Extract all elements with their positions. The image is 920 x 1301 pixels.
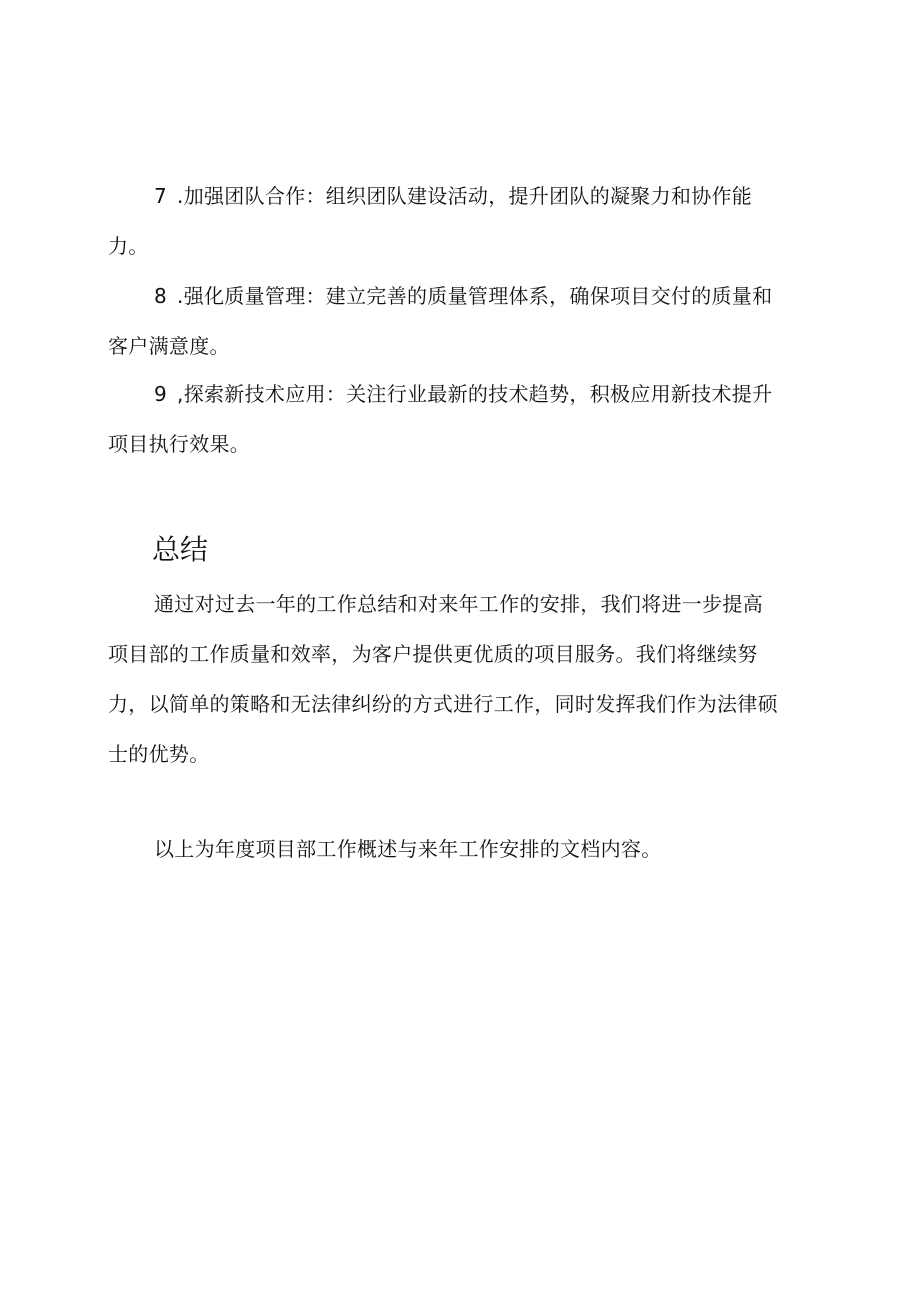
summary-paragraph <box>108 579 828 779</box>
list-item-continuation: 项目执行效果。 <box>108 432 251 456</box>
closing-paragraph <box>108 824 828 874</box>
list-item-text: ,探索新技术应用：关注行业最新的技术趋势，积极应用新技术提升 <box>177 382 773 406</box>
list-item-first-line <box>108 171 828 221</box>
summary-line: 士的优势。 <box>108 742 210 766</box>
summary-line: 项目部的工作质量和效率，为客户提供更优质的项目服务。我们将继续努 <box>108 642 758 666</box>
summary-line: 通过对过去一年的工作总结和对来年工作的安排，我们将进一步提高 <box>154 592 763 616</box>
list-item-number: 7 <box>154 184 168 208</box>
closing-line: 以上为年度项目部工作概述与来年工作安排的文档内容。 <box>154 837 662 861</box>
list-item-text: .加强团队合作：组织团队建设活动，提升团队的凝聚力和协作能 <box>177 184 753 208</box>
summary-line: 力，以简单的策略和无法律纠纷的方式进行工作，同时发挥我们作为法律硕 <box>108 692 778 716</box>
summary-heading: 总结 <box>152 533 209 566</box>
list-item-first-line <box>108 271 828 321</box>
list-item-text: .强化质量管理：建立完善的质量管理体系，确保项目交付的质量和 <box>177 284 773 308</box>
list-item-8 <box>108 271 828 371</box>
list-item-continuation: 客户满意度。 <box>108 334 230 358</box>
list-item-first-line <box>108 369 828 419</box>
list-item-number: 9 <box>154 382 168 406</box>
list-item-continuation: 力。 <box>108 234 149 258</box>
list-item-9 <box>108 369 828 469</box>
list-item-number: 8 <box>154 284 168 308</box>
list-item-7 <box>108 171 828 271</box>
